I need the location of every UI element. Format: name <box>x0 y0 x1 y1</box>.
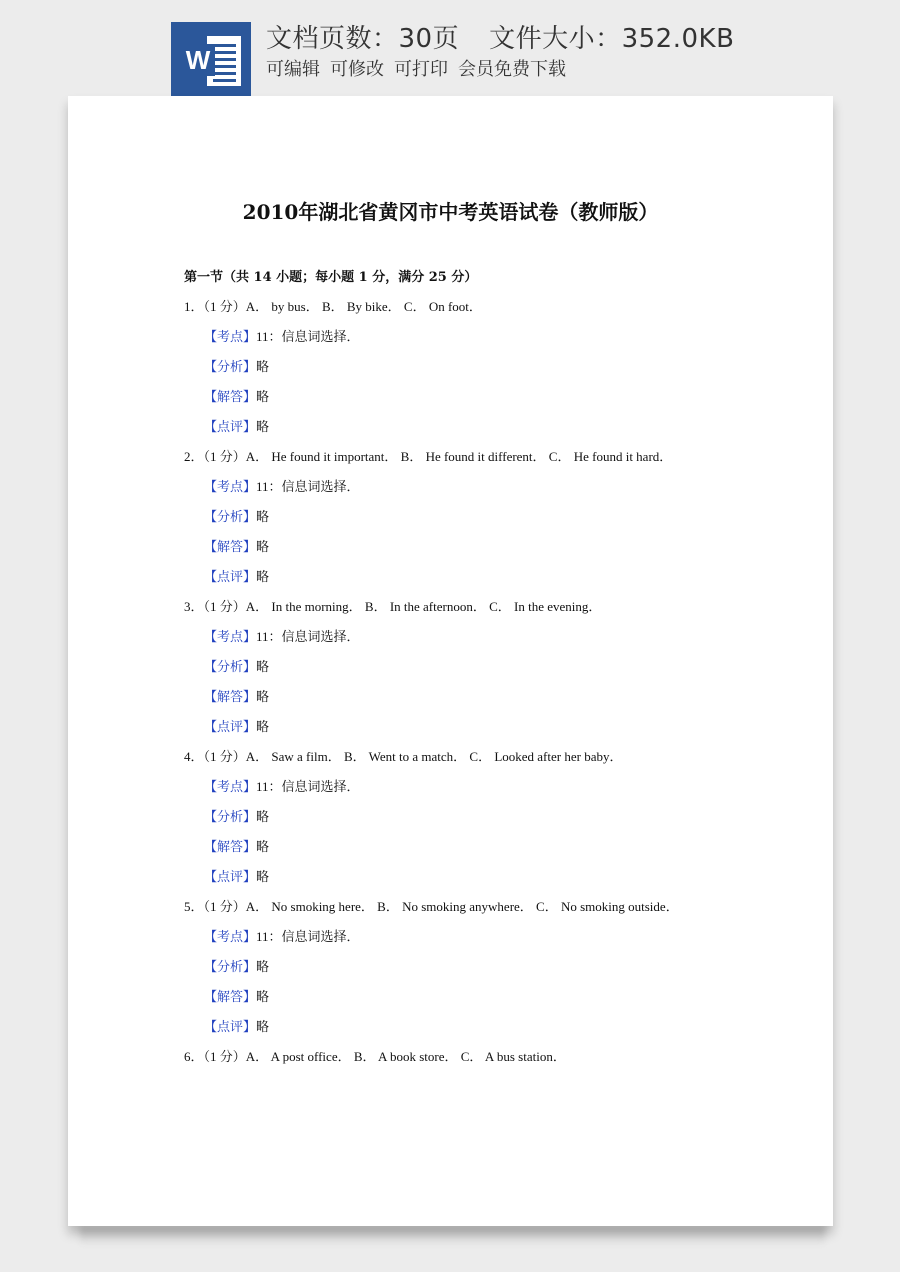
comment-line <box>204 416 269 435</box>
fenxi-value: 略 <box>256 359 270 374</box>
question-stem: 2．（1 分）A． He found it important． B． He found it different． C． He found it hard． <box>184 449 673 464</box>
analysis-line <box>204 656 269 675</box>
dianping-value: 略 <box>256 419 270 434</box>
jieda-value: 略 <box>256 539 270 554</box>
jieda-value: 略 <box>256 839 270 854</box>
answer-line <box>204 386 269 405</box>
jieda-value: 略 <box>256 389 270 404</box>
question-stem: 1．（1 分）A． by bus． B． By bike． C． On foot． <box>184 299 482 314</box>
dianping-value: 略 <box>256 1019 270 1034</box>
dianping-label: 【点评】 <box>204 719 257 734</box>
fenxi-label: 【分析】 <box>204 659 257 674</box>
question-stem: 3．（1 分）A． In the morning． B． In the afternoon． C． In the evening． <box>184 599 602 614</box>
page-count: 文档页数：30页 <box>266 24 460 54</box>
feature-list <box>266 55 576 81</box>
word-letter-w: W <box>181 44 215 76</box>
fenxi-label: 【分析】 <box>204 509 257 524</box>
jieda-label: 【解答】 <box>204 989 257 1004</box>
file-size: 文件大小：352.0KB <box>489 24 735 54</box>
feature-modifiable: 可修改 <box>330 59 384 80</box>
analysis-line <box>204 356 269 375</box>
kaodian-label: 【考点】 <box>204 929 257 944</box>
jieda-value: 略 <box>256 689 270 704</box>
word-document-icon <box>171 22 251 96</box>
answer-line <box>204 836 269 855</box>
dianping-label: 【点评】 <box>204 569 257 584</box>
analysis-line <box>204 956 269 975</box>
kaodian-value: 11：信息词选择． <box>256 329 360 344</box>
jieda-label: 【解答】 <box>204 539 257 554</box>
kaodian-value: 11：信息词选择． <box>256 479 360 494</box>
question-stem: 6．（1 分）A． A post office． B． A book store． C． A bus station． <box>184 1049 566 1064</box>
comment-line <box>204 566 269 585</box>
fenxi-value: 略 <box>256 959 270 974</box>
question-stem: 4．（1 分）A． Saw a film． B． Went to a match． C． Looked after her baby． <box>184 749 623 764</box>
jieda-label: 【解答】 <box>204 839 257 854</box>
kaodian-line <box>204 326 360 345</box>
document-page <box>68 96 833 1226</box>
jieda-label: 【解答】 <box>204 389 257 404</box>
dianping-label: 【点评】 <box>204 869 257 884</box>
dianping-value: 略 <box>256 719 270 734</box>
feature-editable: 可编辑 <box>266 59 320 80</box>
fenxi-label: 【分析】 <box>204 809 257 824</box>
kaodian-line <box>204 626 360 645</box>
kaodian-label: 【考点】 <box>204 329 257 344</box>
kaodian-line <box>204 926 360 945</box>
analysis-line <box>204 506 269 525</box>
jieda-label: 【解答】 <box>204 689 257 704</box>
document-title: 2010年湖北省黄冈市中考英语试卷（教师版） <box>242 200 659 224</box>
answer-line <box>204 536 269 555</box>
section-heading: 第一节（共 14 小题；每小题 1 分，满分 25 分） <box>184 270 478 285</box>
kaodian-line <box>204 476 360 495</box>
comment-line <box>204 1016 269 1035</box>
comment-line <box>204 716 269 735</box>
dianping-value: 略 <box>256 869 270 884</box>
fenxi-value: 略 <box>256 659 270 674</box>
fenxi-label: 【分析】 <box>204 359 257 374</box>
download-banner <box>0 0 900 96</box>
kaodian-label: 【考点】 <box>204 779 257 794</box>
file-info <box>266 18 734 55</box>
kaodian-label: 【考点】 <box>204 629 257 644</box>
jieda-value: 略 <box>256 989 270 1004</box>
dianping-label: 【点评】 <box>204 1019 257 1034</box>
kaodian-value: 11：信息词选择． <box>256 779 360 794</box>
answer-line <box>204 986 269 1005</box>
fenxi-label: 【分析】 <box>204 959 257 974</box>
fenxi-value: 略 <box>256 509 270 524</box>
question-stem: 5．（1 分）A． No smoking here． B． No smoking anywhere． C． No smoking outside． <box>184 899 679 914</box>
dianping-label: 【点评】 <box>204 419 257 434</box>
comment-line <box>204 866 269 885</box>
kaodian-value: 11：信息词选择． <box>256 929 360 944</box>
kaodian-label: 【考点】 <box>204 479 257 494</box>
analysis-line <box>204 806 269 825</box>
dianping-value: 略 <box>256 569 270 584</box>
kaodian-value: 11：信息词选择． <box>256 629 360 644</box>
fenxi-value: 略 <box>256 809 270 824</box>
feature-free-download: 会员免费下载 <box>458 59 566 80</box>
feature-printable: 可打印 <box>394 59 448 80</box>
answer-line <box>204 686 269 705</box>
page-shadow <box>80 1226 825 1246</box>
kaodian-line <box>204 776 360 795</box>
